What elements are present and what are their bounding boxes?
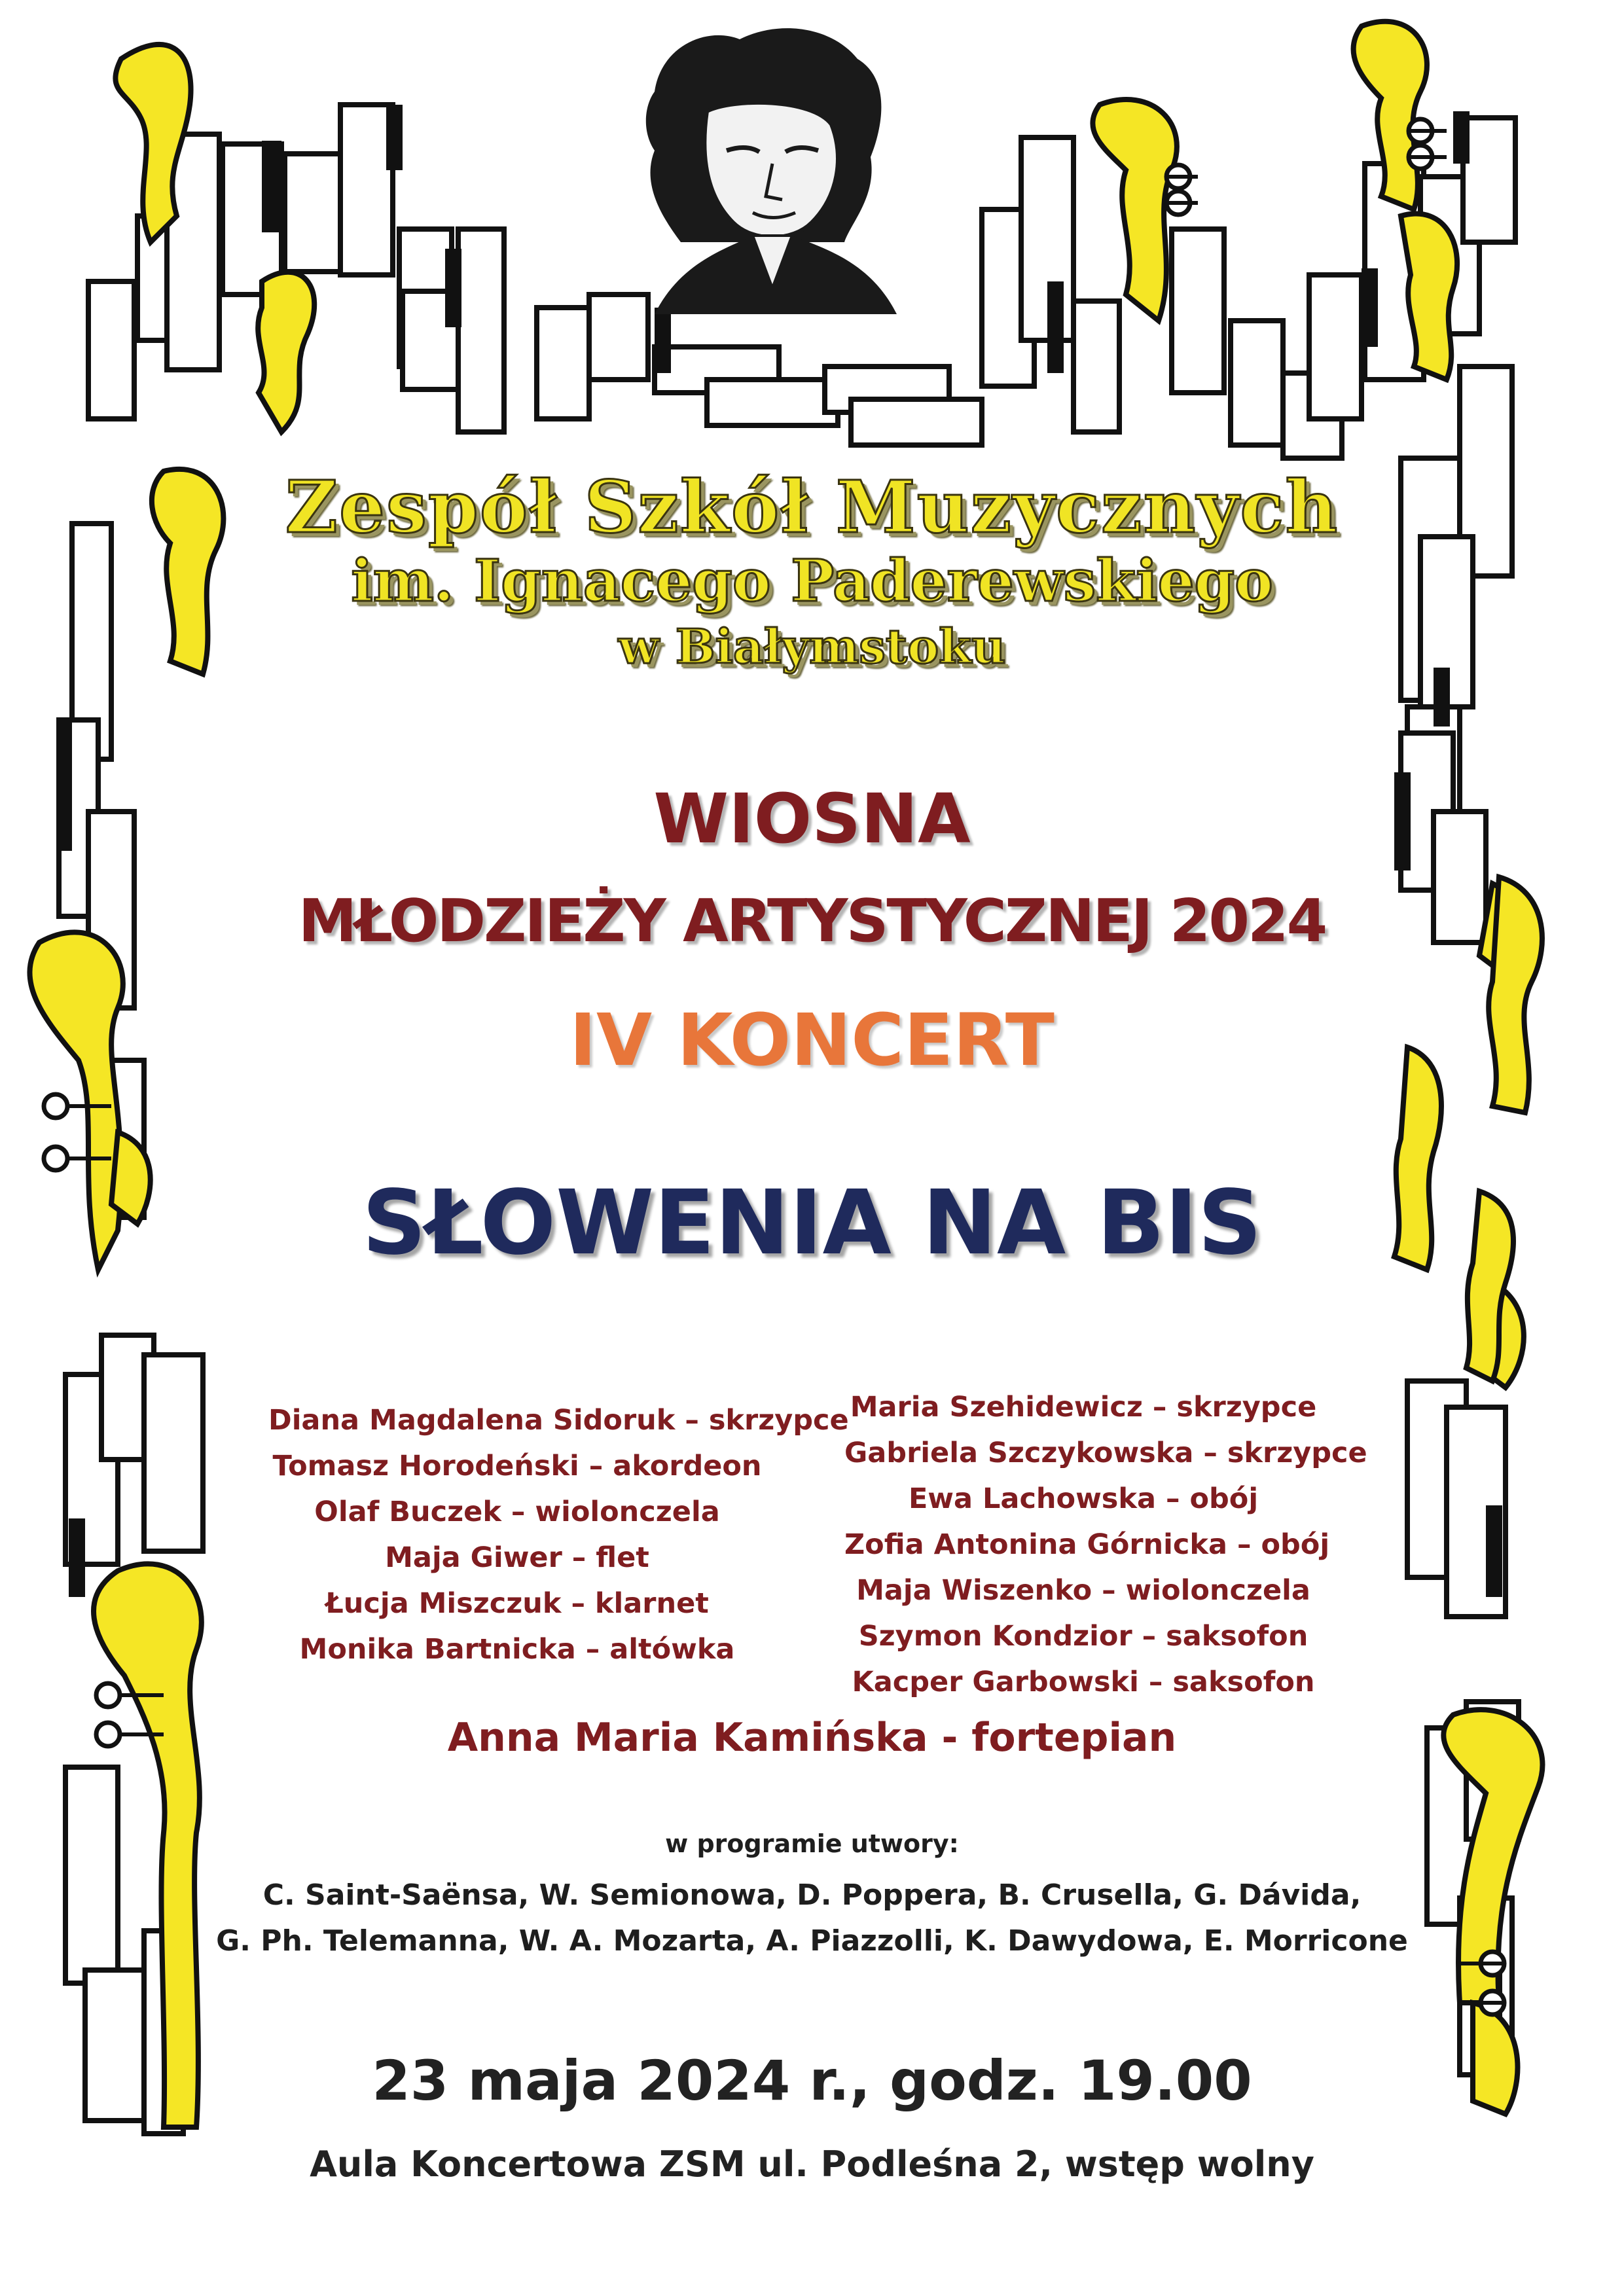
performers-right-list xyxy=(844,1384,1367,1705)
performer: Maja Wiszenko – wiolonczela xyxy=(856,1574,1310,1607)
performers-left-list xyxy=(268,1397,849,1672)
performer: Szymon Kondzior – saksofon xyxy=(858,1620,1308,1653)
performer: Gabriela Szczykowska – skrzypce xyxy=(844,1437,1367,1469)
performer: Kacper Garbowski – saksofon xyxy=(852,1666,1315,1698)
series-title-line1: WIOSNA xyxy=(653,779,971,859)
concert-title: SŁOWENIA NA BIS xyxy=(362,1172,1262,1275)
school-city: w Białymstoku xyxy=(618,619,1006,674)
program-intro: w programie utwory: xyxy=(665,1829,959,1858)
performer: Tomasz Horodeński – akordeon xyxy=(272,1450,762,1482)
performer: Diana Magdalena Sidoruk – skrzypce xyxy=(268,1404,849,1437)
event-venue: Aula Koncertowa ZSM ul. Podleśna 2, wstęp wolny xyxy=(310,2144,1314,2185)
school-name-line1: Zespół Szkół Muzycznych xyxy=(285,465,1339,549)
performer: Maja Giwer – flet xyxy=(385,1541,649,1574)
concert-number: IV KONCERT xyxy=(569,998,1055,1082)
program-composers-line1: C. Saint-Saënsa, W. Semionowa, D. Poppera, B. Crusella, G. Dávida, xyxy=(262,1878,1362,1912)
paderewski-portrait-icon xyxy=(646,28,897,314)
performer: Monika Bartnicka – altówka xyxy=(299,1633,735,1666)
accompanist: Anna Maria Kamińska - fortepian xyxy=(447,1715,1177,1761)
performer: Zofia Antonina Górnicka – obój xyxy=(844,1528,1330,1561)
program-composers-line2: G. Ph. Telemanna, W. A. Mozarta, A. Piazzolli, K. Dawydowa, E. Morricone xyxy=(216,1924,1408,1958)
event-date-time: 23 maja 2024 r., godz. 19.00 xyxy=(372,2049,1252,2113)
school-name-line2: im. Ignacego Paderewskiego xyxy=(351,547,1273,615)
performer: Olaf Buczek – wiolonczela xyxy=(314,1496,720,1528)
performer: Ewa Lachowska – obój xyxy=(908,1482,1259,1515)
performer: Maria Szehidewicz – skrzypce xyxy=(850,1391,1317,1424)
series-title-line2: MŁODZIEŻY ARTYSTYCZNEJ 2024 xyxy=(298,887,1326,956)
performer: Łucja Miszczuk – klarnet xyxy=(325,1587,709,1620)
